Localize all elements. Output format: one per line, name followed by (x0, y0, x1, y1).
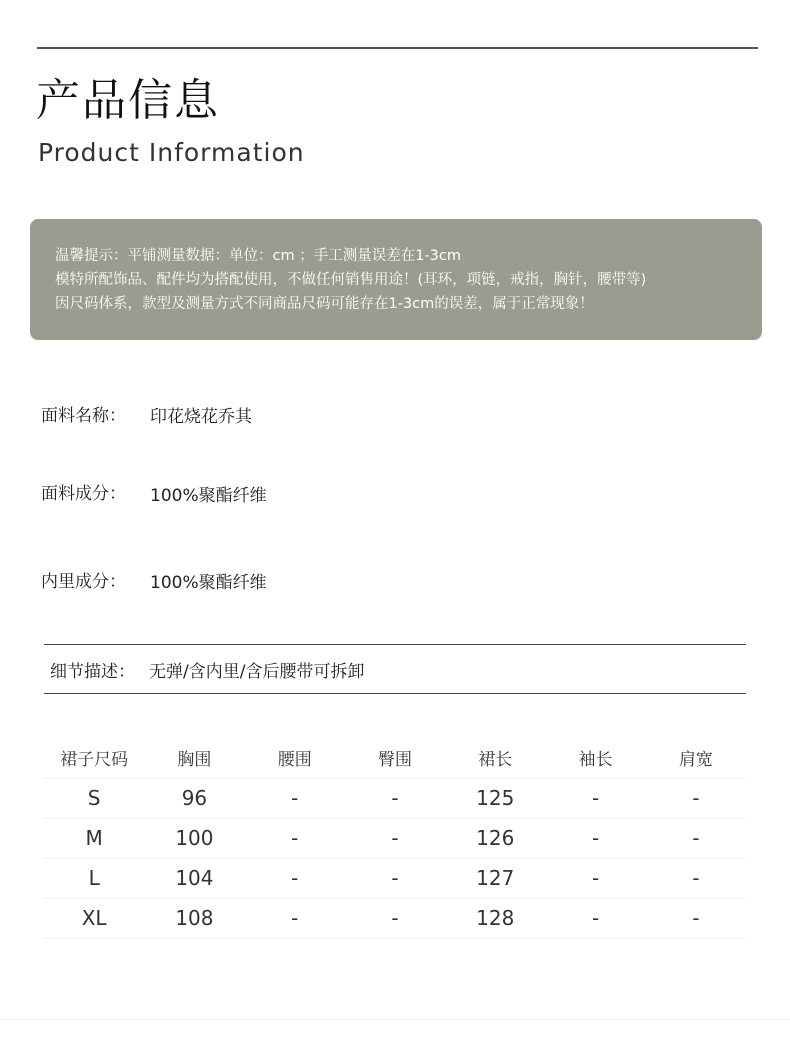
page-subtitle: Product Information (38, 138, 305, 167)
size-table-header-row (44, 738, 746, 778)
top-divider (37, 47, 758, 49)
table-cell: XL (44, 898, 144, 938)
details-value: 无弹/含内里/含后腰带可拆卸 (149, 662, 365, 682)
table-cell: 100 (144, 818, 244, 858)
table-cell: - (345, 858, 445, 898)
notice-box (30, 219, 762, 340)
bottom-divider (0, 1019, 790, 1020)
table-row (44, 858, 746, 898)
table-cell: - (345, 898, 445, 938)
table-row (44, 778, 746, 818)
page-title: 产品信息 (36, 75, 220, 126)
fabric-name-label: 面料名称： (41, 406, 126, 426)
details-label: 细节描述： (50, 662, 135, 682)
table-cell: 125 (445, 778, 545, 818)
table-cell: M (44, 818, 144, 858)
header-hip: 臀围 (345, 738, 445, 778)
header-bust: 胸围 (144, 738, 244, 778)
fabric-composition-label: 面料成分： (41, 484, 126, 504)
table-cell: L (44, 858, 144, 898)
header-sleeve-length: 袖长 (545, 738, 645, 778)
notice-line: 模特所配饰品、配件均为搭配使用，不做任何销售用途！(耳环，项链，戒指，胸针，腰带等) (55, 272, 647, 288)
table-cell: - (345, 778, 445, 818)
table-cell: - (545, 858, 645, 898)
details-section (44, 644, 746, 694)
table-cell: 127 (445, 858, 545, 898)
table-row (44, 818, 746, 858)
table-cell: - (245, 898, 345, 938)
table-cell: - (345, 818, 445, 858)
table-cell: - (545, 898, 645, 938)
lining-composition-value: 100%聚酯纤维 (150, 573, 267, 593)
header-shoulder-width: 肩宽 (646, 738, 746, 778)
lining-composition-label: 内里成分： (41, 572, 126, 592)
table-cell: S (44, 778, 144, 818)
table-cell: 128 (445, 898, 545, 938)
table-cell: 126 (445, 818, 545, 858)
table-cell: 108 (144, 898, 244, 938)
notice-line: 温馨提示：平铺测量数据：单位：cm ；手工测量误差在1-3cm (55, 248, 461, 264)
fabric-name-value: 印花烧花乔其 (150, 407, 252, 427)
table-cell: - (646, 898, 746, 938)
table-cell: - (646, 858, 746, 898)
table-cell: - (545, 818, 645, 858)
table-cell: 104 (144, 858, 244, 898)
size-table (44, 738, 746, 939)
table-cell: - (646, 778, 746, 818)
table-cell: - (245, 778, 345, 818)
header-skirt-length: 裙长 (445, 738, 545, 778)
notice-line: 因尺码体系，款型及测量方式不同商品尺码可能存在1-3cm的误差，属于正常现象！ (55, 296, 594, 312)
table-cell: - (646, 818, 746, 858)
table-cell: 96 (144, 778, 244, 818)
header-waist: 腰围 (245, 738, 345, 778)
table-cell: - (545, 778, 645, 818)
table-cell: - (245, 858, 345, 898)
header-size: 裙子尺码 (44, 738, 144, 778)
table-row (44, 898, 746, 938)
table-cell: - (245, 818, 345, 858)
fabric-composition-value: 100%聚酯纤维 (150, 486, 267, 506)
